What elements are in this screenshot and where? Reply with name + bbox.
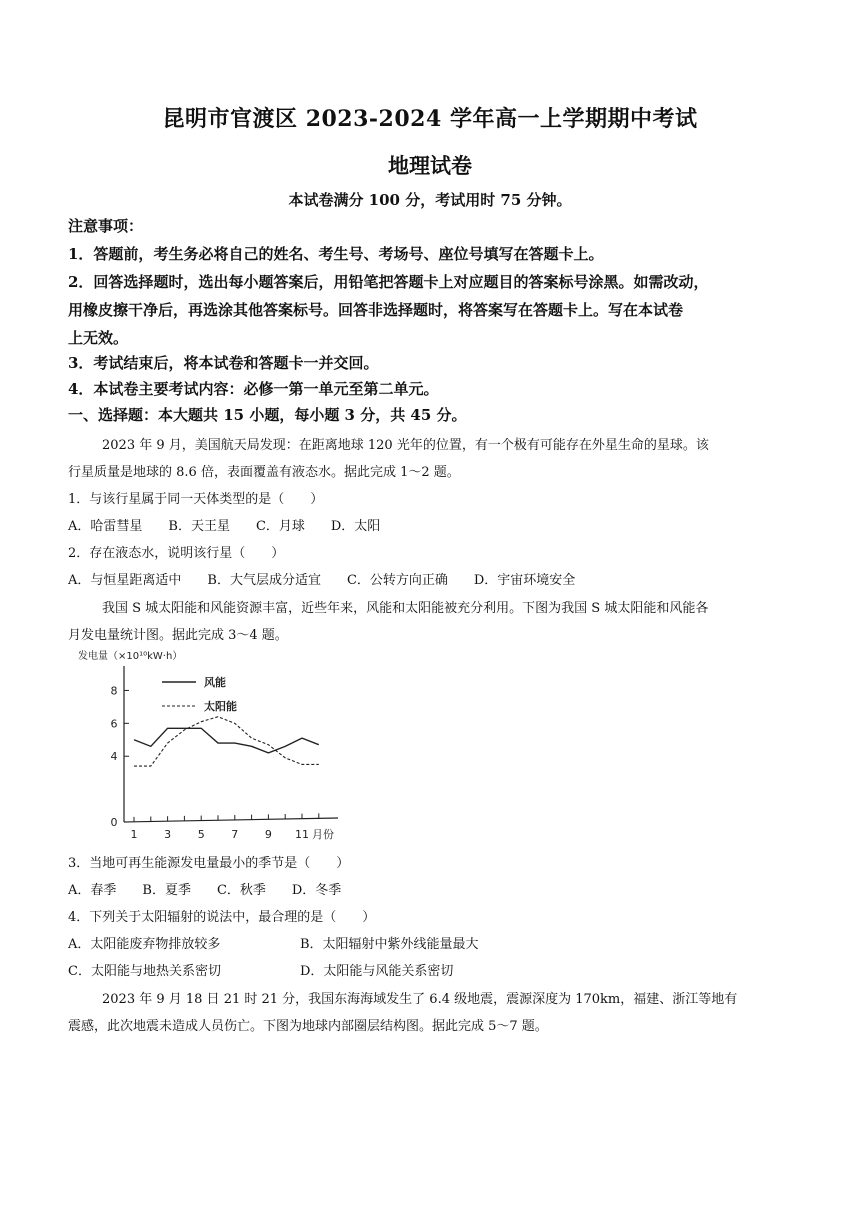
passage-3-line-1: 2023 年 9 月 18 日 21 时 21 分，我国东海海域发生了 6.4 级地震，震源深度为 170km，福建、浙江等地有 [102, 992, 738, 1007]
question-3-stem: 3．当地可再生能源发电量最小的季节是（ ） [68, 856, 350, 871]
x-tick-label: 9 [264, 828, 272, 841]
x-tick-label: 11 [295, 828, 309, 841]
notice-line-2a: 2．回答选择题时，选出每小题答案后，用铅笔把答题卡上对应题目的答案标号涂黑。如需改动， [68, 273, 709, 291]
notice-heading: 注意事项： [68, 217, 144, 235]
exam-title: 昆明市官渡区 2023-2024 学年高一上学期期中考试 [162, 106, 698, 132]
y-tick-label: 6 [110, 717, 118, 731]
question-4-option-c: C．太阳能与地热关系密切 [68, 964, 221, 979]
question-1-stem: 1．与该行星属于同一天体类型的是（ ） [68, 492, 324, 507]
question-3-options: A．春季 B．夏季 C．秋季 D．冬季 [68, 883, 342, 898]
notice-line-1: 1．答题前，考生务必将自己的姓名、考生号、考场号、座位号填写在答题卡上。 [68, 245, 604, 263]
question-4-stem: 4．下列关于太阳辐射的说法中，最合理的是（ ） [68, 910, 376, 925]
y-tick-label: 0 [110, 816, 118, 829]
chart-ylabel: 发电量（×10¹⁰kW·h） [78, 651, 183, 662]
passage-1-line-2: 行星质量是地球的 8.6 倍，表面覆盖有液态水。据此完成 1～2 题。 [68, 465, 460, 480]
passage-3-line-2: 震感，此次地震未造成人员伤亡。下图为地球内部圈层结构图。据此完成 5～7 题。 [68, 1019, 548, 1034]
y-tick-label: 4 [110, 750, 118, 764]
y-tick-label: 8 [110, 684, 118, 698]
x-tick-label: 1 [130, 828, 138, 841]
question-2-stem: 2．存在液态水，说明该行星（ ） [68, 546, 285, 561]
notice-line-2b: 用橡皮擦干净后，再选涂其他答案标号。回答非选择题时，将答案写在答题卡上。写在本试卷 [68, 301, 684, 319]
question-4-option-a: A．太阳能废弃物排放较多 [68, 937, 221, 952]
exam-subtitle: 地理试卷 [388, 153, 472, 178]
legend-label-wind: 风能 [204, 676, 226, 689]
question-4-option-d: D．太阳能与风能关系密切 [300, 964, 454, 979]
x-axis-unit: 月份 [312, 828, 334, 841]
section-heading: 一、选择题：本大题共 15 小题，每小题 3 分，共 45 分。 [68, 406, 467, 424]
series-line-solar [134, 717, 319, 766]
passage-2-line-1: 我国 S 城太阳能和风能资源丰富，近些年来，风能和太阳能被充分利用。下图为我国 S 城太阳能和风能各 [102, 601, 709, 616]
power-generation-chart [76, 644, 348, 844]
x-axis-line [124, 818, 338, 822]
x-tick-label: 5 [197, 828, 205, 841]
notice-line-2c: 上无效。 [68, 329, 129, 347]
score-line: 本试卷满分 100 分，考试用时 75 分钟。 [288, 191, 572, 209]
legend-label-solar: 太阳能 [204, 700, 237, 713]
series-line-wind [134, 728, 319, 753]
notice-line-3: 3．考试结束后，将本试卷和答题卡一并交回。 [68, 354, 379, 372]
question-2-options: A．与恒星距离适中 B．大气层成分适宜 C．公转方向正确 D．宇宙环境安全 [68, 573, 576, 588]
chart-svg [76, 644, 348, 844]
question-1-options: A．哈雷彗星 B．天王星 C．月球 D．太阳 [68, 519, 381, 534]
x-tick-label: 3 [164, 828, 172, 841]
notice-line-4: 4．本试卷主要考试内容：必修一第一单元至第二单元。 [68, 380, 439, 398]
question-4-option-b: B．太阳辐射中紫外线能量最大 [300, 937, 479, 952]
passage-1-line-1: 2023 年 9 月，美国航天局发现：在距离地球 120 光年的位置，有一个极有可能存在外星生命的星球。该 [102, 438, 709, 453]
passage-2-line-2: 月发电量统计图。据此完成 3～4 题。 [68, 628, 288, 643]
x-tick-label: 7 [231, 828, 239, 841]
